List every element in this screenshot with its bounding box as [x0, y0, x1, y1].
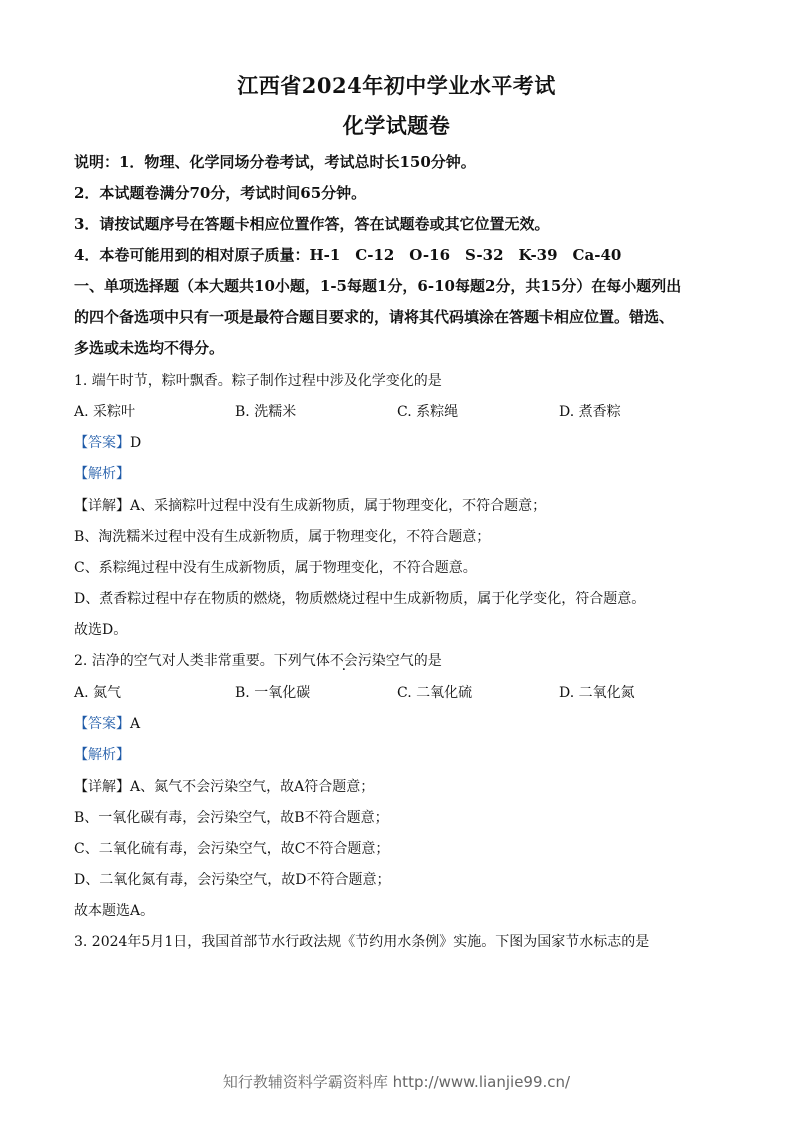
question-1-stem: 1. 端午时节，粽叶飘香。粽子制作过程中涉及化学变化的是	[74, 373, 442, 389]
q1-detail-line: C、系粽绳过程中没有生成新物质，属于物理变化，不符合题意。	[74, 560, 477, 576]
answer-tag: 【答案】	[74, 716, 130, 732]
emphasis-text: 不会	[329, 653, 358, 669]
q1-detail-line: B、淘洗糯米过程中没有生成新物质，属于物理变化，不符合题意；	[74, 529, 491, 545]
q1-answer	[74, 432, 141, 452]
question-2-stem	[74, 650, 442, 670]
page-title: 江西省2024年初中学业水平考试	[237, 73, 556, 98]
q1-option-c: C. 系粽绳	[397, 404, 459, 420]
detail-tag: 【详解】	[74, 498, 130, 514]
instruction-line: 4．本卷可能用到的相对原子质量：H-1 C-12 O-16 S-32 K-39 Ca-40	[74, 246, 622, 264]
q1-analysis-tag: 【解析】	[74, 466, 130, 482]
instruction-line: 说明：1．物理、化学同场分卷考试，考试总时长150分钟。	[74, 153, 476, 171]
q1-option-a: A. 采粽叶	[74, 404, 136, 420]
q1-detail-line: D、煮香粽过程中存在物质的燃烧，物质燃烧过程中生成新物质，属于化学变化，符合题意。	[74, 591, 646, 607]
section-header-line: 的四个备选项中只有一项是最符合题目要求的，请将其代码填涂在答题卡相应位置。错选、	[74, 308, 675, 326]
q2-option-a: A. 氮气	[74, 685, 122, 701]
q1-option-b: B. 洗糯米	[235, 404, 297, 420]
detail-tag: 【详解】	[74, 779, 130, 795]
question-3-stem: 3. 2024年5月1日，我国首部节水行政法规《节约用水条例》实施。下图为国家节水标志的是	[74, 934, 650, 950]
footer-watermark: 知行教辅资料学霸资料库 http://www.lianjie99.cn/	[222, 1073, 571, 1091]
q2-detail-line: B、一氧化碳有毒，会污染空气，故B不符合题意；	[74, 810, 389, 826]
q2-option-b: B. 一氧化碳	[235, 685, 311, 701]
q2-option-d: D. 二氧化氮	[559, 685, 635, 701]
answer-value: D	[130, 435, 142, 451]
q1-detail-line	[74, 495, 546, 515]
q1-option-d: D. 煮香粽	[559, 404, 621, 420]
page-subtitle: 化学试题卷	[342, 113, 451, 138]
section-header-line: 多选或未选均不得分。	[74, 339, 225, 357]
q2-detail-line: D、二氧化氮有毒，会污染空气，故D不符合题意；	[74, 872, 391, 888]
q2-detail-line: C、二氧化硫有毒，会污染空气，故C不符合题意；	[74, 841, 390, 857]
q1-conclusion: 故选D。	[74, 622, 128, 638]
instruction-line: 2．本试题卷满分70分，考试时间65分钟。	[74, 184, 367, 202]
q2-option-c: C. 二氧化硫	[397, 685, 473, 701]
stem-part: 污染空气的是	[357, 653, 442, 669]
section-header-line: 一、单项选择题（本大题共10小题，1-5每题1分，6-10每题2分，共15分）在每小题列出	[74, 277, 682, 295]
q2-analysis-tag: 【解析】	[74, 747, 130, 763]
instruction-line: 3．请按试题序号在答题卡相应位置作答，答在试题卷或其它位置无效。	[74, 215, 550, 233]
detail-text: A、氮气不会污染空气，故A符合题意；	[130, 779, 375, 795]
q2-conclusion: 故本题选A。	[74, 903, 155, 919]
q2-answer	[74, 713, 140, 733]
q2-detail-line	[74, 776, 374, 796]
stem-part: 2. 洁净的空气对人类非常重要。下列气体	[74, 653, 330, 669]
answer-tag: 【答案】	[74, 435, 130, 451]
answer-value: A	[130, 716, 141, 732]
detail-text: A、采摘粽叶过程中没有生成新物质，属于物理变化，不符合题意；	[130, 498, 547, 514]
